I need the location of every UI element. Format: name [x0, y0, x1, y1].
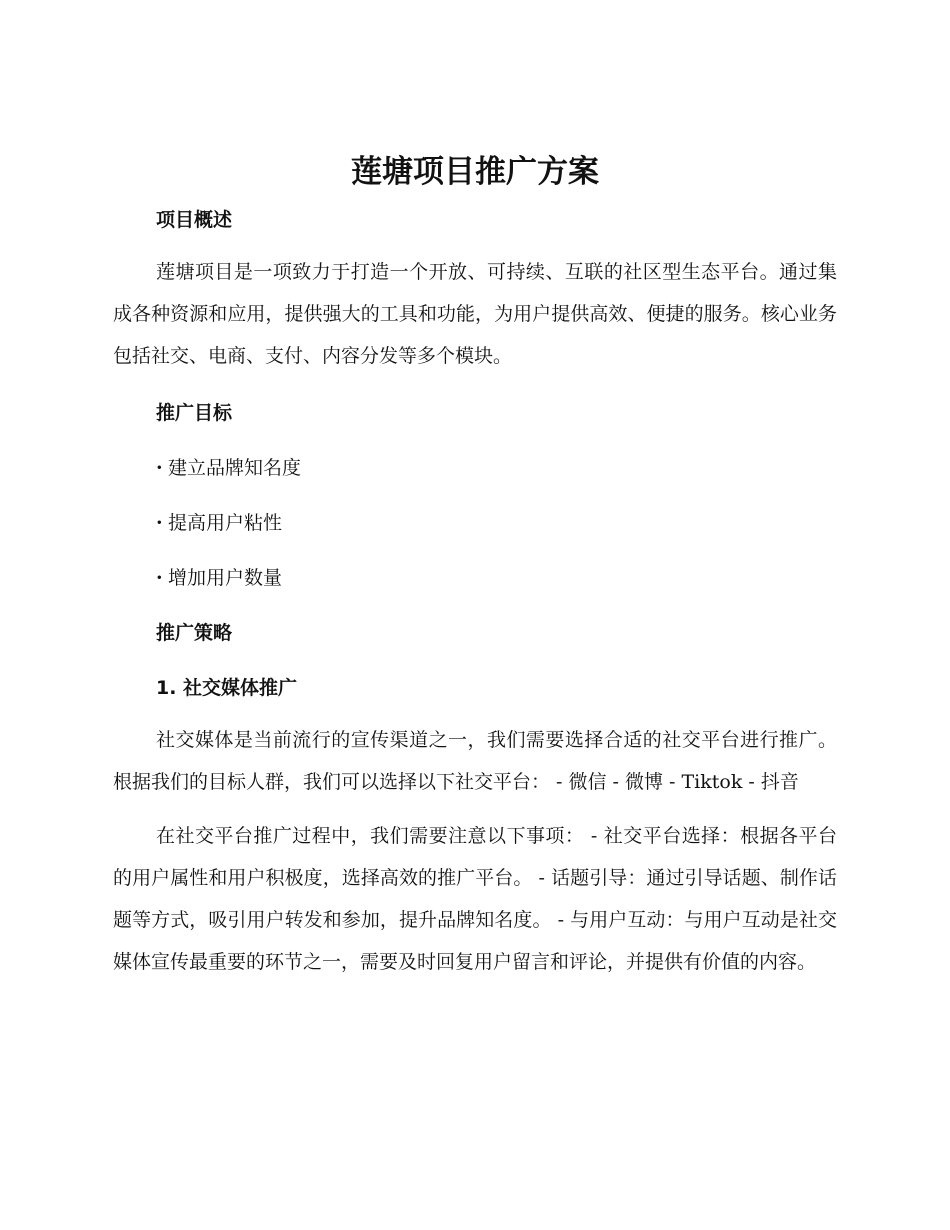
goal-item — [113, 444, 837, 492]
goal-item — [113, 554, 837, 602]
spacer — [113, 657, 837, 664]
spacer — [113, 377, 837, 389]
overview-paragraph: 莲塘项目是一项致力于打造一个开放、可持续、互联的社区型生态平台。通过集成各种资源和应用，提供强大的工具和功能，为用户提供高效、便捷的服务。核心业务包括社交、电商、支付、内容分发等多个模块。 — [113, 261, 837, 367]
strategy-paragraph-platforms: 社交媒体是当前流行的宣传渠道之一，我们需要选择合适的社交平台进行推广。根据我们的目标人群，我们可以选择以下社交平台： - 微信 - 微博 - Tiktok - 抖音 — [113, 729, 837, 793]
section-heading-overview: 项目概述 — [156, 209, 233, 231]
bullet-marker: · — [156, 567, 163, 589]
spacer — [113, 712, 837, 719]
spacer — [113, 803, 837, 815]
spacer — [113, 492, 837, 499]
subheading-social-media: 1. 社交媒体推广 — [156, 677, 298, 699]
spacer — [113, 244, 837, 251]
spacer — [113, 602, 837, 609]
goal-item-text: 增加用户数量 — [168, 567, 283, 589]
bullet-marker: · — [156, 512, 163, 534]
goal-item — [113, 499, 837, 547]
goal-item-text: 建立品牌知名度 — [168, 457, 302, 479]
bullet-marker: · — [156, 457, 163, 479]
spacer — [113, 437, 837, 444]
section-heading-goals: 推广目标 — [156, 402, 233, 424]
spacer — [113, 547, 837, 554]
goal-item-text: 提高用户粘性 — [168, 512, 283, 534]
document-title: 莲塘项目推广方案 — [351, 154, 599, 190]
strategy-paragraph-notes: 在社交平台推广过程中，我们需要注意以下事项： - 社交平台选择：根据各平台的用户属性和用户积极度，选择高效的推广平台。 - 话题引导：通过引导话题、制作话题等方式，吸引用户转发和参加，提升品牌知名度。 - 与用户互动：与用户互动是社交媒体宣传最重要的环节之一，需要及时回复用户留言和评论，并提供有价值的内容。 — [113, 825, 837, 973]
document-body — [113, 196, 837, 983]
section-heading-strategy: 推广策略 — [156, 622, 233, 644]
